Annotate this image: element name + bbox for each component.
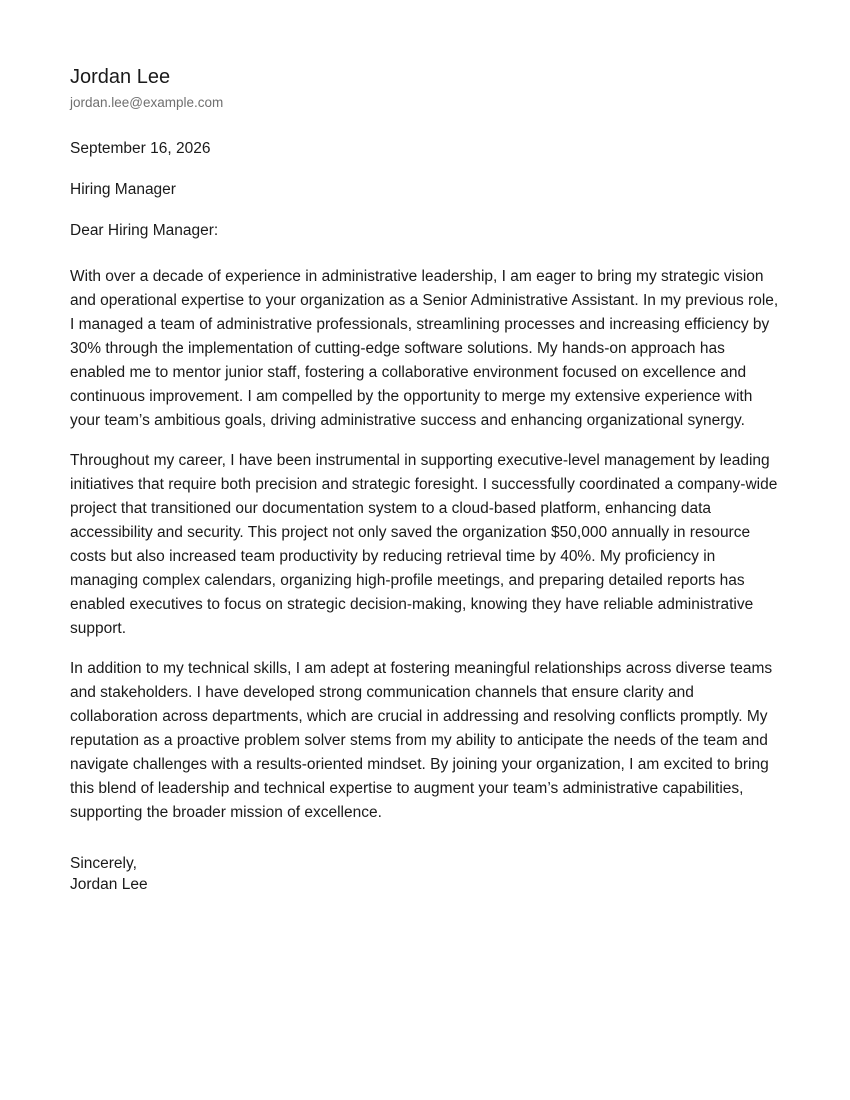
- salutation: Dear Hiring Manager:: [70, 222, 219, 239]
- recipient: Hiring Manager: [70, 181, 176, 198]
- body-paragraph: Throughout my career, I have been instrumental in supporting executive-level management by leading initiatives that require both precision and strategic foresight. I successfully coordinated a company-wide project that transitioned our documentation system to a cloud-based platform, enhancing data accessibility and security. This project not only saved the organization $50,000 annually in resource costs but also increased team productivity by reducing retrieval time by 40%. My proficiency in managing complex calendars, organizing high-profile meetings, and preparing detailed reports has enabled executives to focus on strategic decision-making, knowing they have reliable administrative support.: [70, 452, 778, 637]
- signature: Jordan Lee: [70, 876, 148, 893]
- cover-letter: [70, 64, 782, 895]
- closing: Sincerely,: [70, 855, 137, 872]
- sender-email: jordan.lee@example.com: [70, 95, 224, 110]
- body-paragraph: With over a decade of experience in administrative leadership, I am eager to bring my strategic vision and operational expertise to your organization as a Senior Administrative Assistant. In my previous role, I managed a team of administrative professionals, streamlining processes and increasing efficiency by 30% through the implementation of cutting-edge software solutions. My hands-on approach has enabled me to mentor junior staff, fostering a collaborative environment focused on excellence and continuous improvement. I am compelled by the opportunity to merge my extensive experience with your team’s ambitious goals, driving administrative success and enhancing organizational synergy.: [70, 268, 779, 429]
- letter-header: [70, 64, 782, 112]
- sender-name: Jordan Lee: [70, 66, 171, 88]
- letter-date: September 16, 2026: [70, 140, 211, 157]
- letter-body: [70, 265, 782, 825]
- body-paragraph: In addition to my technical skills, I am adept at fostering meaningful relationships across diverse teams and stakeholders. I have developed strong communication channels that ensure clarity and collaboration across departments, which are crucial in addressing and resolving conflicts promptly. My reputation as a proactive problem solver stems from my ability to anticipate the needs of the team and navigate challenges with a results-oriented mindset. By joining your organization, I am excited to bring this blend of leadership and technical expertise to augment your team’s administrative capabilities, supporting the broader mission of excellence.: [70, 660, 773, 821]
